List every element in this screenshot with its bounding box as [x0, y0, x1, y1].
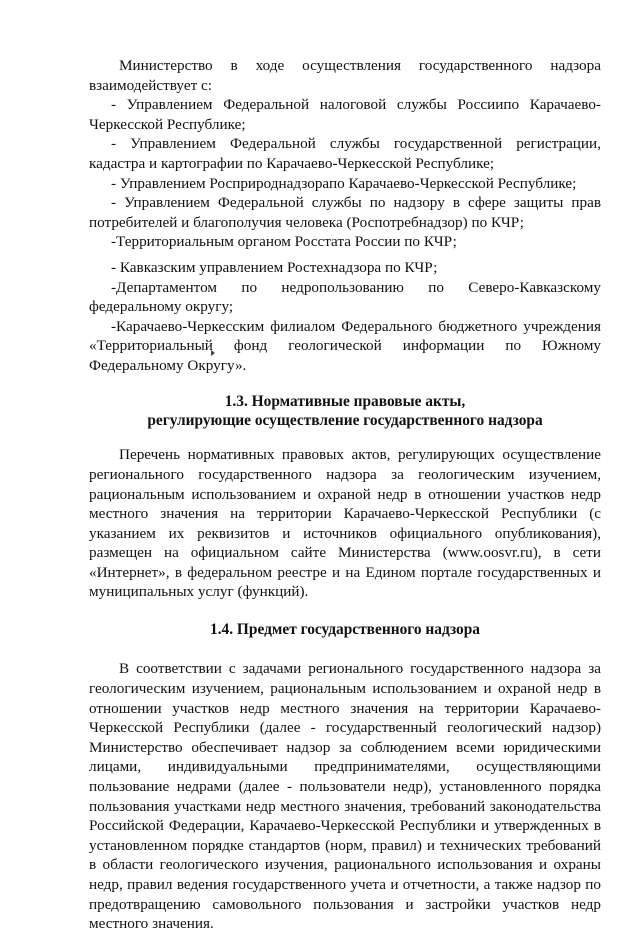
section-heading-1-3-line1: 1.3. Нормативные правовые акты,	[224, 392, 466, 410]
section-heading-1-3-line2: регулирующие осуществление государственного надзора	[147, 411, 543, 429]
section-1-3-paragraph: Перечень нормативных правовых актов, регулирующих осуществление регионального государственного надзора за геологическим изучением, рациональным использованием и охраной недр в отношении участков недр местного значения на территории Карачаево-Черкесской Республики (с указанием их реквизитов и источников официального опубликования), размещен на официальном сайте Министерства (www.oosvr.ru), в сети «Интернет», в федеральном реестре и на Едином портале государственных и муниципальных услуг (функций).	[89, 446, 601, 601]
section-1-4-paragraph: В соответствии с задачами регионального государственного надзора за геологическим изучением, рациональным использованием и охраной недр в отношении участков недр местного значения на территории Карачаево-Черкесской Республики (далее - государственный геологический надзор) Министерство обеспечивает надзор за соблюдением всеми юридическими лицами, индивидуальными предпринимателями, осуществляющими пользование недрами (далее - пользователи недр), установленного порядка пользования участками недр местного значения, требований законодательства Российской Федерации, Карачаево-Черкесской Республики и утвержденных в установленном порядке стандартов (норм, правил) и технических требований в области геологического изучения, рационального использования и охраны недр, правил ведения государственного учета и отчетности, а также надзор по предотвращению самовольного пользования и застройки участков недр местного значения.	[89, 660, 601, 933]
list-item: - Управлением Федеральной налоговой службы Россиипо Карачаево-Черкесской Республике;	[89, 96, 601, 133]
list-item: -Департаментом по недропользованию по Северо-Кавказскому федеральному округу;	[89, 278, 601, 316]
intro-paragraph: Министерство в ходе осуществления государственного надзора взаимодействует с:	[89, 57, 601, 94]
section-heading-1-4: 1.4. Предмет государственного надзора	[210, 621, 480, 639]
list-item: - Кавказским управлением Ростехнадзора по КЧР;	[111, 258, 438, 276]
stray-bullet-mark	[211, 350, 215, 356]
list-item: -Территориальным органом Росстата России по КЧР;	[111, 233, 457, 251]
list-item: - Управлением Росприроднадзорапо Карачаево-Черкесской Республике;	[111, 174, 577, 192]
list-item: -Карачаево-Черкесским филиалом Федерального бюджетного учреждения «Территориальный фонд геологической информации по Южному Федеральному Округу».	[89, 317, 601, 374]
list-item: - Управлением Федеральной службы государственной регистрации, кадастра и картографии по Карачаево-Черкесской Республике;	[89, 135, 601, 172]
document-page	[89, 56, 601, 934]
list-item: - Управлением Федеральной службы по надзору в сфере защиты прав потребителей и благополучия человека (Роспотребнадзор) по КЧР;	[89, 194, 601, 231]
